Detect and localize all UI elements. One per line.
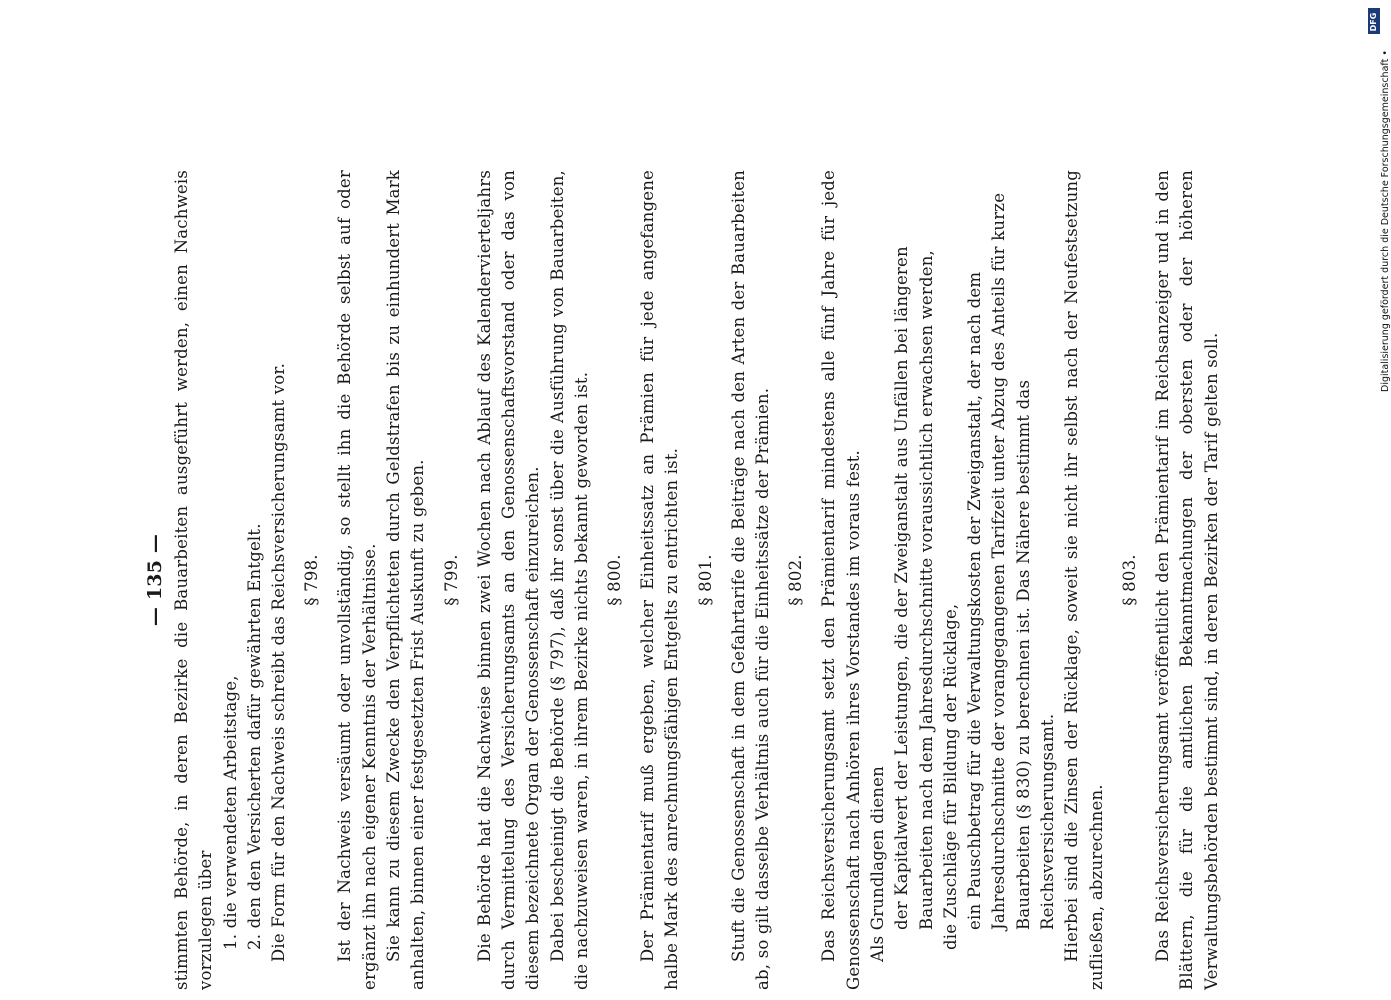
paragraph: Das Reichsversicherungsamt setzt den Prämientarif mindestens alle fünf Jahre für jede Genossenschaft nach Anhören ihres Vorstandes im voraus fest.	[819, 170, 863, 990]
paragraph: Hierbei sind die Zinsen der Rücklage, soweit sie nicht ihr selbst nach der Neufestsetzung zufließen, abzurechnen.	[1062, 170, 1106, 990]
list-item: 2. den den Versicherten dafür gewährten Entgelt.	[244, 523, 264, 950]
list-item: 1. die verwendeten Arbeitstage,	[220, 675, 240, 950]
section-heading: § 799.	[441, 554, 461, 606]
section-heading: § 800.	[605, 554, 625, 606]
section-heading: § 798.	[302, 554, 322, 606]
paragraph: stimmten Behörde, in deren Bezirke die Bauarbeiten ausgeführt werden, einen Nachweis vorzulegen über	[172, 170, 216, 990]
digitization-credit: Digitalisierung gefördert durch die Deutsche Forschungsgemeinschaft •	[1380, 50, 1391, 392]
paragraph: Dabei bescheinigt die Behörde (§ 797), daß ihr sonst über die Ausführung von Bauarbeiten, die nachzuweisen waren, in ihrem Bezirke nichts bekannt geworden ist.	[547, 170, 591, 990]
paragraph: Sie kann zu diesem Zwecke den Verpflichteten durch Geldstrafen bis zu einhundert Mark anhalten, binnen einer festgesetzten Frist Auskunft zu geben.	[384, 170, 428, 990]
page-number: — 135 —	[144, 533, 166, 627]
paragraph: Ist der Nachweis versäumt oder unvollständig, so stellt ihn die Behörde selbst auf oder ergänzt ihn nach eigener Kenntnis der Verhältnisse.	[335, 170, 379, 990]
paragraph: Die Behörde hat die Nachweise binnen zwei Wochen nach Ablauf des Kalendervierteljahrs durch Vermittelung des Versicherungsamts an den Genossenschaftsvorstand oder das von diesem bezeichnete Organ der Genossenschaft einzureichen.	[474, 170, 543, 990]
section-heading: § 801.	[695, 554, 715, 606]
paragraph: Die Form für den Nachweis schreibt das Reichsversicherungsamt vor.	[269, 362, 289, 962]
indented-item: die Zuschläge für Bildung der Rücklage,	[940, 603, 960, 950]
paragraph: Der Prämientarif muß ergeben, welcher Einheitssatz an Prämien für jede angefangene halbe Mark des anrechnungsfähigen Entgelts zu entrichten ist.	[638, 170, 682, 990]
rotated-text-block	[140, 170, 1240, 990]
paragraph: Stuft die Genossenschaft in dem Gefahrtarife die Beiträge nach den Arten der Bauarbeiten ab, so gilt dasselbe Verhältnis auch für die Einheitssätze der Prämien.	[728, 170, 773, 990]
indented-item: der Kapitalwert der Leistungen, die der Zweiganstalt aus Unfällen bei längeren Bauarbeiten nach dem Jahresdurchschnitte voraussichtlich erwachsen werden,	[892, 246, 936, 930]
section-heading: § 802.	[786, 554, 806, 606]
dfg-logo: DFG	[1368, 8, 1380, 34]
indented-item: ein Pauschbetrag für die Verwaltungskosten der Zweiganstalt, der nach dem Jahresdurchschnitte der vorangegangenen Tarifzeit unter Abzug des Anteils für kurze Bauarbeiten (§ 830) zu berechnen ist. Das Nähere bestimmt das Reichsversicherungsamt.	[965, 192, 1058, 930]
section-heading: § 803.	[1119, 554, 1139, 606]
paragraph: Als Grundlagen dienen	[867, 766, 887, 962]
paragraph: Das Reichsversicherungsamt veröffentlicht den Prämientarif im Reichsanzeiger und in den Blättern, die für die amtlichen Bekanntmachungen der obersten oder der höheren Verwaltungsbehörden bestimmt sind, in deren Bezirken der Tarif gelten soll.	[1152, 170, 1221, 990]
